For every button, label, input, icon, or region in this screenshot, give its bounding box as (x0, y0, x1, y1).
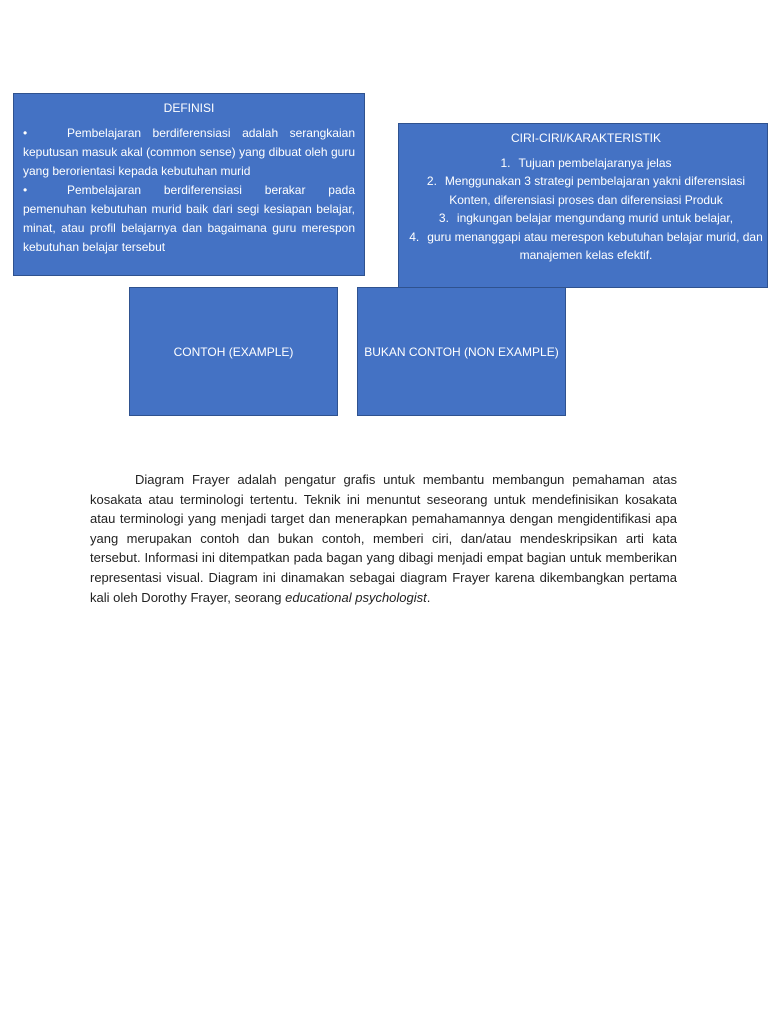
definisi-item (23, 124, 355, 181)
ciri-item-text: ingkungan belajar mengundang murid untuk belajar, (456, 211, 734, 225)
ciri-karakteristik-box (398, 123, 768, 288)
ciri-title: CIRI-CIRI/KARAKTERISTIK (510, 131, 662, 145)
ciri-item-text: Menggunakan 3 strategi pembelajaran yakni diferensiasi Konten, diferensiasi proses dan diferensiasi Produk (444, 174, 746, 207)
definisi-item (23, 181, 355, 257)
bullet-icon: • (23, 126, 28, 140)
paragraph-italic-term: educational psychologist (285, 589, 427, 605)
paragraph-end: . (426, 589, 431, 605)
ciri-item-text: guru menanggapi atau merespon kebutuhan belajar murid, dan manajemen kelas efektif. (427, 229, 763, 262)
definisi-box (13, 93, 365, 276)
ciri-item-number: 1. (500, 155, 511, 170)
ciri-list-item (407, 228, 765, 265)
ciri-item-number: 4. (409, 229, 420, 244)
bukan-contoh-box (357, 287, 566, 416)
definisi-item-text: Pembelajaran berdiferensiasi adalah serangkaian keputusan masuk akal (common sense) yang dibuat oleh guru yang berorientasi kepada kebutuhan murid (23, 126, 355, 178)
definisi-item-text: Pembelajaran berdiferensiasi berakar pada pemenuhan kebutuhan murid baik dari segi kesiapan belajar, minat, atau profil belajarnya dan bagaimana guru merespon kebutuhan belajar tersebut (23, 183, 355, 254)
body-paragraph (90, 470, 677, 607)
ciri-list-item (407, 172, 765, 209)
bullet-icon: • (23, 183, 28, 197)
ciri-item-text: Tujuan pembelajaranya jelas (518, 155, 672, 170)
bukan-contoh-label: BUKAN CONTOH (NON EXAMPLE) (364, 344, 559, 359)
definisi-title: DEFINISI (163, 101, 215, 115)
ciri-item-number: 3. (438, 211, 449, 225)
ciri-item-number: 2. (426, 174, 437, 188)
paragraph-text: Diagram Frayer adalah pengatur grafis untuk membantu membangun pemahaman atas kosakata atau terminologi tertentu. Teknik ini menuntut seseorang untuk mendefinisikan kosakata atau terminologi yang menjadi target dan menerapkan pemahamannya dengan mengidentifikasi apa yang merupakan contoh dan bukan contoh, memberi ciri, dan/atau mendeskripsikan arti kata tersebut. Informasi ini ditempatkan pada bagan yang dibagi menjadi empat bagian untuk memberikan representasi visual. Diagram ini dinamakan sebagai diagram Frayer karena dikembangkan pertama kali oleh Dorothy Frayer, seorang (90, 472, 677, 605)
ciri-list-item (407, 154, 765, 173)
contoh-box (129, 287, 338, 416)
contoh-label: CONTOH (EXAMPLE) (173, 344, 294, 359)
ciri-list-item (407, 209, 765, 228)
ciri-list (407, 154, 765, 265)
